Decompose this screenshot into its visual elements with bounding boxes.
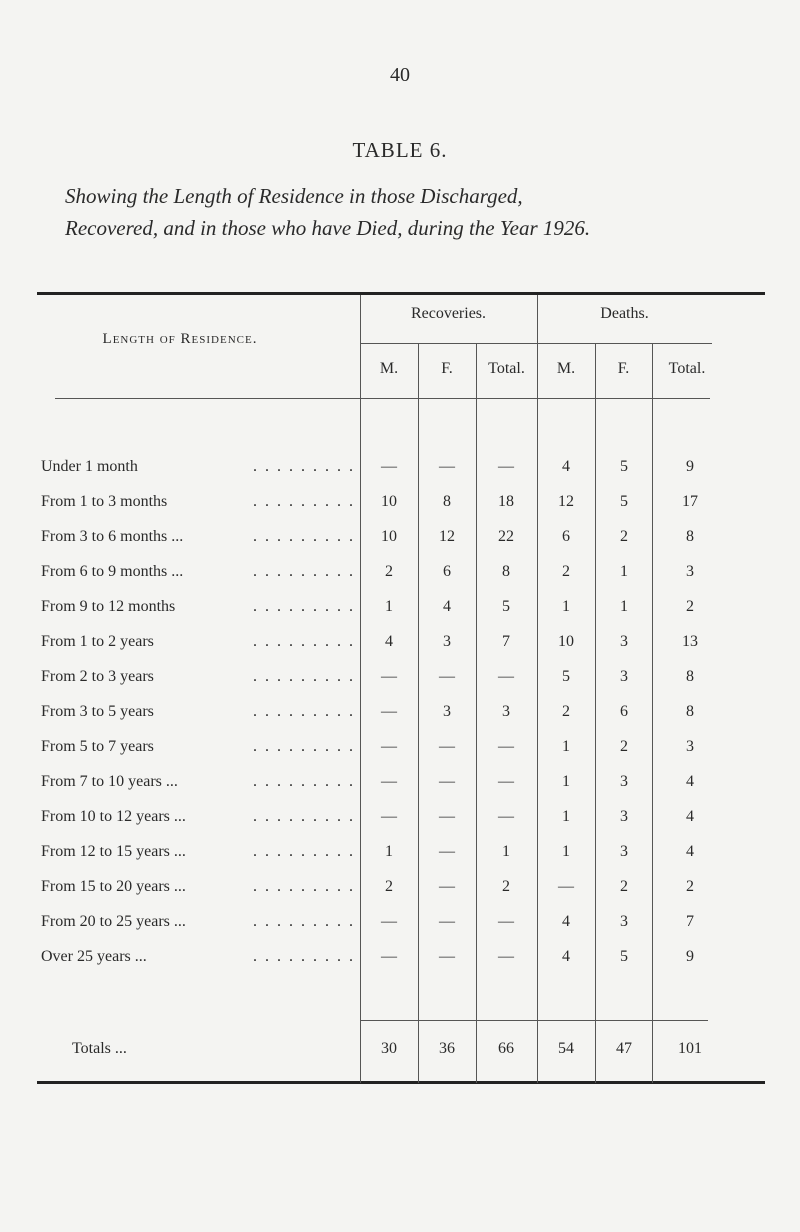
cell-recoveries-total: — <box>498 668 514 685</box>
totals-label: Totals ... <box>72 1040 127 1057</box>
table-row <box>0 668 800 698</box>
cell-deaths-f: 2 <box>620 878 628 895</box>
cell-deaths-total: 3 <box>686 738 694 755</box>
cell-deaths-f: 3 <box>620 773 628 790</box>
cell-recoveries-m: — <box>381 913 397 930</box>
cell-recoveries-total: — <box>498 458 514 475</box>
cell-recoveries-m: 1 <box>385 598 393 615</box>
total-deaths-f: 47 <box>616 1040 632 1057</box>
table-title: TABLE 6. <box>352 138 448 162</box>
cell-deaths-total: 9 <box>686 948 694 965</box>
cell-deaths-f: 2 <box>620 528 628 545</box>
cell-deaths-m: 2 <box>562 703 570 720</box>
cell-recoveries-total: 8 <box>502 563 510 580</box>
table-row <box>0 493 800 523</box>
leader-dots: . . . . . . . . . <box>253 808 355 825</box>
table-row <box>0 563 800 593</box>
table-row <box>0 703 800 733</box>
leader-dots: . . . . . . . . . <box>253 738 355 755</box>
cell-deaths-m: 10 <box>558 633 574 650</box>
cell-deaths-m: 1 <box>562 773 570 790</box>
cell-recoveries-f: — <box>439 668 455 685</box>
cell-recoveries-f: — <box>439 843 455 860</box>
cell-deaths-total: 2 <box>686 878 694 895</box>
cell-deaths-f: 3 <box>620 633 628 650</box>
cell-recoveries-total: — <box>498 738 514 755</box>
cell-recoveries-m: — <box>381 458 397 475</box>
total-deaths-m: 54 <box>558 1040 574 1057</box>
cell-recoveries-f: — <box>439 808 455 825</box>
cell-deaths-f: 5 <box>620 493 628 510</box>
cell-recoveries-m: — <box>381 948 397 965</box>
cell-deaths-total: 9 <box>686 458 694 475</box>
caption-line-1: Showing the Length of Residence in those Discharged, <box>65 184 523 208</box>
row-label: Under 1 month <box>41 458 138 475</box>
cell-deaths-f: 2 <box>620 738 628 755</box>
cell-recoveries-m: — <box>381 773 397 790</box>
row-label: From 3 to 5 years <box>41 703 154 720</box>
cell-deaths-f: 3 <box>620 668 628 685</box>
table-row <box>0 773 800 803</box>
cell-deaths-total: 4 <box>686 773 694 790</box>
cell-deaths-total: 3 <box>686 563 694 580</box>
table-caption <box>65 180 785 244</box>
total-recoveries-f: 36 <box>439 1040 455 1057</box>
cell-recoveries-total: 3 <box>502 703 510 720</box>
table-row <box>0 843 800 873</box>
table-row <box>0 598 800 628</box>
col-header-recoveries-total: Total. <box>488 360 525 377</box>
row-label: From 1 to 2 years <box>41 633 154 650</box>
cell-recoveries-m: 2 <box>385 563 393 580</box>
cell-recoveries-f: — <box>439 458 455 475</box>
cell-deaths-f: 5 <box>620 458 628 475</box>
cell-recoveries-f: 12 <box>439 528 455 545</box>
cell-recoveries-m: — <box>381 808 397 825</box>
row-label: From 3 to 6 months ... <box>41 528 184 545</box>
cell-deaths-f: 6 <box>620 703 628 720</box>
cell-recoveries-f: 6 <box>443 563 451 580</box>
cell-deaths-m: 1 <box>562 738 570 755</box>
cell-deaths-m: 1 <box>562 598 570 615</box>
cell-recoveries-total: 18 <box>498 493 514 510</box>
cell-deaths-f: 3 <box>620 913 628 930</box>
header-divider <box>55 398 710 399</box>
row-label: Over 25 years ... <box>41 948 147 965</box>
cell-deaths-f: 3 <box>620 843 628 860</box>
leader-dots: . . . . . . . . . <box>253 633 355 650</box>
cell-recoveries-f: — <box>439 878 455 895</box>
cell-recoveries-f: 3 <box>443 633 451 650</box>
table-row <box>0 878 800 908</box>
length-of-residence-header: Length of Residence. <box>102 331 258 347</box>
cell-deaths-m: 4 <box>562 458 570 475</box>
cell-deaths-f: 1 <box>620 598 628 615</box>
cell-recoveries-f: — <box>439 913 455 930</box>
table-row <box>0 528 800 558</box>
cell-recoveries-f: — <box>439 738 455 755</box>
total-recoveries-total: 66 <box>498 1040 514 1057</box>
table-row <box>0 458 800 488</box>
cell-deaths-total: 8 <box>686 528 694 545</box>
leader-dots: . . . . . . . . . <box>253 458 355 475</box>
cell-recoveries-f: 3 <box>443 703 451 720</box>
cell-recoveries-m: — <box>381 738 397 755</box>
cell-deaths-m: 2 <box>562 563 570 580</box>
cell-recoveries-total: — <box>498 948 514 965</box>
leader-dots: . . . . . . . . . <box>253 528 355 545</box>
cell-recoveries-m: 10 <box>381 493 397 510</box>
header-divider <box>360 343 712 344</box>
cell-recoveries-f: — <box>439 948 455 965</box>
cell-deaths-total: 2 <box>686 598 694 615</box>
cell-deaths-m: 1 <box>562 808 570 825</box>
table-row <box>0 948 800 978</box>
col-header-deaths-m: M. <box>556 360 576 377</box>
col-header-deaths-f: F. <box>617 360 630 377</box>
col-header-recoveries-m: M. <box>379 360 399 377</box>
cell-deaths-total: 17 <box>682 493 698 510</box>
table-bottom-rule <box>37 1081 765 1084</box>
leader-dots: . . . . . . . . . <box>253 773 355 790</box>
row-label: From 10 to 12 years ... <box>41 808 186 825</box>
cell-recoveries-total: 7 <box>502 633 510 650</box>
row-label: From 6 to 9 months ... <box>41 563 184 580</box>
caption-line-2: Recovered, and in those who have Died, during the Year 1926. <box>65 216 591 240</box>
cell-recoveries-f: 4 <box>443 598 451 615</box>
totals-rule <box>360 1020 708 1021</box>
cell-deaths-f: 1 <box>620 563 628 580</box>
cell-recoveries-total: — <box>498 808 514 825</box>
table-row <box>0 913 800 943</box>
cell-recoveries-f: 8 <box>443 493 451 510</box>
cell-deaths-total: 13 <box>682 633 698 650</box>
recoveries-header: Recoveries. <box>410 305 487 322</box>
cell-recoveries-m: 2 <box>385 878 393 895</box>
leader-dots: . . . . . . . . . <box>253 843 355 860</box>
cell-recoveries-total: 5 <box>502 598 510 615</box>
cell-deaths-total: 7 <box>686 913 694 930</box>
cell-deaths-total: 4 <box>686 843 694 860</box>
cell-recoveries-total: — <box>498 913 514 930</box>
cell-deaths-m: 5 <box>562 668 570 685</box>
row-label: From 5 to 7 years <box>41 738 154 755</box>
cell-deaths-m: 12 <box>558 493 574 510</box>
cell-recoveries-total: 2 <box>502 878 510 895</box>
cell-deaths-m: 1 <box>562 843 570 860</box>
deaths-header: Deaths. <box>600 305 649 322</box>
page-number: 40 <box>390 64 410 86</box>
leader-dots: . . . . . . . . . <box>253 878 355 895</box>
row-label: From 12 to 15 years ... <box>41 843 186 860</box>
cell-deaths-f: 5 <box>620 948 628 965</box>
leader-dots: . . . . . . . . . <box>253 493 355 510</box>
leader-dots: . . . . . . . . . <box>253 563 355 580</box>
total-deaths-total: 101 <box>678 1040 702 1057</box>
cell-recoveries-total: 22 <box>498 528 514 545</box>
table-row <box>0 633 800 663</box>
row-label: From 2 to 3 years <box>41 668 154 685</box>
cell-deaths-total: 4 <box>686 808 694 825</box>
cell-recoveries-m: — <box>381 668 397 685</box>
row-label: From 1 to 3 months <box>41 493 168 510</box>
row-label: From 7 to 10 years ... <box>41 773 178 790</box>
cell-recoveries-m: 10 <box>381 528 397 545</box>
cell-deaths-m: 6 <box>562 528 570 545</box>
cell-recoveries-f: — <box>439 773 455 790</box>
cell-recoveries-m: — <box>381 703 397 720</box>
cell-recoveries-m: 4 <box>385 633 393 650</box>
col-header-recoveries-f: F. <box>441 360 453 377</box>
cell-deaths-m: — <box>558 878 574 895</box>
cell-deaths-total: 8 <box>686 703 694 720</box>
cell-deaths-m: 4 <box>562 948 570 965</box>
table-row <box>0 808 800 838</box>
leader-dots: . . . . . . . . . <box>253 948 355 965</box>
row-label: From 20 to 25 years ... <box>41 913 186 930</box>
leader-dots: . . . . . . . . . <box>253 703 355 720</box>
cell-deaths-total: 8 <box>686 668 694 685</box>
table-top-rule <box>37 292 765 295</box>
col-header-deaths-total: Total. <box>668 360 706 377</box>
row-label: From 15 to 20 years ... <box>41 878 186 895</box>
leader-dots: . . . . . . . . . <box>253 598 355 615</box>
leader-dots: . . . . . . . . . <box>253 668 355 685</box>
cell-recoveries-m: 1 <box>385 843 393 860</box>
total-recoveries-m: 30 <box>381 1040 397 1057</box>
totals-row <box>0 1040 800 1070</box>
table-row <box>0 738 800 768</box>
cell-deaths-m: 4 <box>562 913 570 930</box>
cell-deaths-f: 3 <box>620 808 628 825</box>
leader-dots: . . . . . . . . . <box>253 913 355 930</box>
cell-recoveries-total: — <box>498 773 514 790</box>
row-label: From 9 to 12 months <box>41 598 176 615</box>
cell-recoveries-total: 1 <box>502 843 510 860</box>
